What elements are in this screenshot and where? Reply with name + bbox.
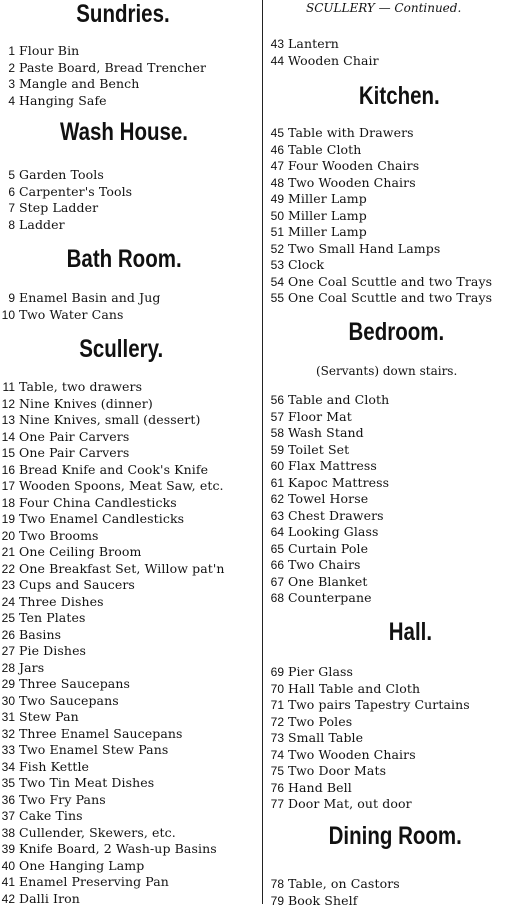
- inventory-item: [269, 241, 440, 257]
- item-text: Mangle and Bench: [19, 76, 140, 91]
- item-text: One Pair Carvers: [19, 445, 130, 460]
- item-number: 15: [1, 446, 15, 460]
- inventory-item: [0, 693, 119, 709]
- item-text: Lantern: [288, 36, 339, 51]
- inventory-item: [0, 93, 107, 109]
- item-text: Three Saucepans: [19, 676, 131, 691]
- item-number: 43: [270, 37, 284, 51]
- inventory-item: [269, 541, 368, 557]
- item-text: One Breakfast Set, Willow pat'n: [19, 560, 225, 576]
- item-number: 72: [270, 714, 284, 729]
- item-text: Two Wooden Chairs: [288, 746, 416, 762]
- inventory-item: [0, 577, 135, 593]
- item-text: Wash Stand: [288, 425, 364, 440]
- item-number: 60: [270, 459, 284, 473]
- item-text: Table and Cloth: [288, 392, 390, 407]
- item-number: 9: [8, 291, 15, 305]
- item-text: Kapoc Mattress: [288, 474, 390, 490]
- inventory-item: [0, 742, 168, 758]
- item-number: 31: [1, 710, 15, 724]
- inventory-item: [0, 478, 224, 494]
- item-number: 24: [1, 594, 15, 609]
- inventory-item: [0, 841, 217, 857]
- item-text: One Blanket: [288, 573, 368, 589]
- item-text: Pier Glass: [288, 664, 354, 679]
- item-text: Chest Drawers: [288, 507, 384, 523]
- item-number: 62: [270, 492, 284, 506]
- item-number: 2: [8, 60, 15, 75]
- bedroom-subheading: (Servants) down stairs.: [316, 364, 458, 378]
- item-number: 35: [1, 776, 15, 790]
- item-number: 74: [270, 747, 284, 762]
- inventory-item: [0, 808, 83, 824]
- inventory-item: [269, 274, 492, 290]
- heading-bath-room: Bath Room.: [66, 245, 182, 273]
- item-number: 38: [1, 825, 15, 840]
- item-text: Toilet Set: [288, 441, 350, 457]
- inventory-item: [0, 43, 79, 59]
- inventory-item: [269, 557, 361, 573]
- item-text: Stew Pan: [19, 709, 79, 724]
- item-text: Clock: [288, 257, 325, 272]
- item-text: Knife Board, 2 Wash-up Basins: [19, 841, 217, 856]
- item-number: 25: [1, 611, 15, 625]
- item-text: Two Enamel Candlesticks: [19, 511, 185, 526]
- item-number: 53: [270, 258, 284, 272]
- item-text: Two Enamel Stew Pans: [19, 742, 169, 757]
- inventory-item: [0, 561, 225, 577]
- inventory-item: [0, 709, 79, 725]
- item-number: 5: [8, 168, 15, 182]
- inventory-item: [0, 217, 65, 233]
- item-number: 57: [270, 409, 284, 424]
- item-text: Two pairs Tapestry Curtains: [288, 697, 470, 712]
- item-text: Counterpane: [288, 590, 372, 605]
- inventory-item: [269, 409, 352, 425]
- inventory-item: [269, 142, 361, 158]
- inventory-item: [0, 676, 130, 692]
- inventory-item: [269, 763, 386, 779]
- inventory-item: [0, 445, 129, 461]
- item-number: 42: [1, 891, 15, 906]
- inventory-item: [0, 396, 153, 412]
- item-number: 63: [270, 508, 284, 523]
- inventory-item: [269, 524, 379, 540]
- item-number: 21: [1, 545, 15, 559]
- inventory-item: [269, 730, 363, 746]
- inventory-item: [269, 780, 352, 796]
- item-text: Basins: [19, 626, 62, 642]
- item-number: 47: [270, 159, 284, 173]
- inventory-item: [269, 714, 352, 730]
- item-text: Table, on Castors: [288, 876, 400, 891]
- item-text: Step Ladder: [19, 200, 99, 215]
- item-text: Cake Tins: [19, 808, 83, 823]
- item-text: Looking Glass: [288, 524, 379, 539]
- inventory-item: [269, 53, 379, 69]
- inventory-item: [0, 290, 160, 306]
- item-number: 54: [270, 274, 284, 289]
- item-text: Two Water Cans: [19, 306, 124, 322]
- item-number: 29: [1, 677, 15, 691]
- item-number: 65: [270, 541, 284, 556]
- item-text: Jars: [19, 659, 45, 675]
- inventory-item: [0, 874, 169, 890]
- item-number: 61: [270, 475, 284, 490]
- item-number: 44: [270, 53, 284, 68]
- inventory-item: [0, 184, 132, 200]
- item-number: 69: [270, 665, 284, 679]
- heading-kitchen: Kitchen.: [358, 82, 440, 110]
- item-text: Flour Bin: [19, 43, 80, 58]
- item-text: Nine Knives, small (dessert): [19, 412, 201, 427]
- scullery-continued-label: SCULLERY — Continued.: [306, 1, 462, 15]
- inventory-item: [269, 257, 324, 273]
- item-text: Door Mat, out door: [288, 796, 412, 811]
- item-text: Small Table: [288, 730, 364, 745]
- column-divider: [262, 0, 263, 904]
- item-number: 26: [1, 627, 15, 642]
- item-text: One Pair Carvers: [19, 428, 130, 444]
- item-number: 39: [1, 842, 15, 856]
- item-text: Two Fry Pans: [19, 791, 106, 807]
- inventory-item: [269, 475, 389, 491]
- item-number: 27: [1, 644, 15, 658]
- inventory-item: [269, 425, 364, 441]
- inventory-item: [0, 76, 139, 92]
- item-text: Bread Knife and Cook's Knife: [19, 461, 209, 477]
- item-text: Enamel Preserving Pan: [19, 874, 169, 889]
- item-text: Pie Dishes: [19, 643, 87, 658]
- inventory-item: [0, 307, 124, 323]
- item-number: 49: [270, 192, 284, 206]
- inventory-item: [0, 825, 176, 841]
- item-text: One Coal Scuttle and two Trays: [288, 273, 493, 289]
- inventory-item: [0, 167, 104, 183]
- inventory-item: [269, 125, 414, 141]
- item-number: 70: [270, 681, 284, 696]
- inventory-item: [0, 643, 86, 659]
- item-text: Two Poles: [288, 713, 353, 729]
- item-text: Towel Horse: [288, 491, 369, 506]
- inventory-item: [0, 792, 106, 808]
- item-text: Ladder: [19, 216, 65, 232]
- inventory-item: [269, 191, 367, 207]
- heading-sundries: Sundries.: [76, 0, 170, 28]
- inventory-item: [0, 528, 99, 544]
- item-text: Miller Lamp: [288, 191, 367, 206]
- inventory-item: [269, 574, 367, 590]
- inventory-item: [269, 876, 400, 892]
- item-number: 73: [270, 731, 284, 745]
- inventory-item: [269, 681, 420, 697]
- inventory-item: [269, 36, 339, 52]
- heading-bedroom: Bedroom.: [348, 318, 445, 346]
- inventory-item: [269, 697, 470, 713]
- item-number: 7: [8, 201, 15, 215]
- item-number: 11: [2, 380, 15, 394]
- item-number: 20: [1, 528, 15, 543]
- item-text: Nine Knives (dinner): [19, 395, 153, 411]
- item-text: One Hanging Lamp: [19, 857, 145, 873]
- inventory-item: [0, 544, 141, 560]
- inventory-item: [0, 429, 129, 445]
- item-text: Paste Board, Bread Trencher: [19, 59, 207, 75]
- inventory-item: [269, 508, 384, 524]
- item-text: Two Chairs: [288, 557, 361, 572]
- item-text: Two Brooms: [19, 527, 99, 543]
- item-text: Hall Table and Cloth: [288, 680, 421, 696]
- item-number: 36: [1, 792, 15, 807]
- inventory-item: [269, 175, 416, 191]
- item-number: 51: [270, 225, 284, 239]
- item-number: 71: [270, 698, 284, 712]
- inventory-item: [0, 379, 142, 395]
- item-number: 13: [1, 413, 15, 427]
- item-text: Carpenter's Tools: [19, 183, 133, 199]
- item-number: 75: [270, 764, 284, 778]
- item-text: Enamel Basin and Jug: [19, 290, 161, 305]
- item-number: 17: [1, 479, 15, 493]
- item-number: 59: [270, 442, 284, 457]
- item-number: 1: [8, 44, 15, 58]
- item-text: One Ceiling Broom: [19, 544, 142, 559]
- item-number: 46: [270, 142, 284, 157]
- item-number: 76: [270, 780, 284, 795]
- item-text: Ten Plates: [19, 610, 86, 625]
- item-text: Cups and Saucers: [19, 577, 135, 592]
- item-number: 32: [1, 726, 15, 741]
- inventory-item: [0, 200, 98, 216]
- item-number: 52: [270, 241, 284, 256]
- item-number: 50: [270, 208, 284, 223]
- inventory-item: [0, 594, 104, 610]
- heading-hall: Hall.: [388, 618, 433, 646]
- item-number: 79: [270, 893, 284, 908]
- item-text: Flax Mattress: [288, 458, 377, 473]
- inventory-item: [269, 796, 412, 812]
- item-text: Two Small Hand Lamps: [288, 240, 441, 256]
- item-text: Three Dishes: [19, 593, 104, 609]
- item-text: Wooden Spoons, Meat Saw, etc.: [19, 478, 224, 493]
- item-number: 4: [8, 93, 15, 108]
- item-number: 58: [270, 426, 284, 440]
- inventory-item: [269, 224, 367, 240]
- inventory-item: [269, 590, 372, 606]
- item-number: 12: [1, 396, 15, 411]
- item-text: Table, two drawers: [19, 379, 143, 394]
- item-text: Table Cloth: [288, 141, 362, 157]
- item-number: 78: [270, 877, 284, 891]
- inventory-item: [0, 858, 144, 874]
- heading-dining-room: Dining Room.: [328, 822, 462, 850]
- item-number: 10: [1, 307, 15, 322]
- item-text: Miller Lamp: [288, 224, 367, 239]
- item-number: 6: [8, 184, 15, 199]
- inventory-item: [0, 462, 208, 478]
- item-text: Cullender, Skewers, etc.: [19, 824, 176, 840]
- item-number: 23: [1, 578, 15, 592]
- inventory-item: [0, 759, 89, 775]
- item-text: Two Tin Meat Dishes: [19, 775, 155, 790]
- inventory-item: [0, 726, 183, 742]
- item-text: Dalli Iron: [19, 890, 80, 906]
- item-number: 8: [8, 217, 15, 232]
- item-number: 55: [270, 291, 284, 305]
- item-text: Table with Drawers: [288, 125, 414, 140]
- item-text: Miller Lamp: [288, 207, 367, 223]
- item-text: Two Door Mats: [288, 763, 387, 778]
- item-text: Three Enamel Saucepans: [19, 725, 183, 741]
- inventory-item: [269, 392, 389, 408]
- item-text: Curtain Pole: [288, 540, 369, 556]
- item-text: One Coal Scuttle and two Trays: [288, 290, 493, 305]
- item-number: 3: [8, 77, 15, 91]
- item-number: 45: [270, 126, 284, 140]
- item-number: 40: [1, 858, 15, 873]
- item-number: 16: [1, 462, 15, 477]
- item-number: 34: [1, 759, 15, 774]
- heading-wash-house: Wash House.: [60, 118, 189, 146]
- item-text: Floor Mat: [288, 408, 352, 424]
- item-text: Four Wooden Chairs: [288, 158, 420, 173]
- inventory-item: [0, 775, 154, 791]
- inventory-item: [269, 208, 367, 224]
- item-text: Four China Candlesticks: [19, 494, 177, 510]
- inventory-item: [269, 747, 416, 763]
- item-text: Book Shelf: [288, 892, 358, 908]
- item-number: 18: [1, 495, 15, 510]
- item-number: 19: [1, 512, 15, 526]
- item-text: Two Wooden Chairs: [288, 174, 416, 190]
- item-number: 77: [270, 797, 284, 811]
- inventory-item: [0, 412, 200, 428]
- item-number: 48: [270, 175, 284, 190]
- item-number: 41: [1, 875, 15, 889]
- inventory-item: [0, 495, 177, 511]
- item-text: Garden Tools: [19, 167, 104, 182]
- item-number: 37: [1, 809, 15, 823]
- inventory-item: [269, 491, 368, 507]
- item-number: 22: [1, 561, 15, 576]
- item-number: 14: [1, 429, 15, 444]
- inventory-item: [269, 664, 353, 680]
- inventory-item: [269, 158, 419, 174]
- item-number: 67: [270, 574, 284, 589]
- item-number: 68: [270, 591, 284, 605]
- item-number: 30: [1, 693, 15, 708]
- item-text: Hanging Safe: [19, 92, 107, 108]
- item-text: Wooden Chair: [288, 52, 379, 68]
- inventory-item: [269, 290, 492, 306]
- inventory-item: [0, 891, 80, 907]
- item-text: Fish Kettle: [19, 758, 90, 774]
- item-text: Two Saucepans: [19, 692, 119, 708]
- item-number: 28: [1, 660, 15, 675]
- inventory-item: [269, 442, 349, 458]
- item-number: 66: [270, 558, 284, 572]
- inventory-item: [0, 60, 206, 76]
- inventory-item: [0, 610, 86, 626]
- inventory-item: [269, 893, 357, 909]
- heading-scullery: Scullery.: [79, 335, 164, 363]
- inventory-item: [0, 511, 184, 527]
- item-text: Hand Bell: [288, 779, 352, 795]
- item-number: 64: [270, 525, 284, 539]
- inventory-item: [0, 627, 61, 643]
- item-number: 56: [270, 393, 284, 407]
- item-number: 33: [1, 743, 15, 757]
- inventory-item: [0, 660, 44, 676]
- inventory-item: [269, 458, 377, 474]
